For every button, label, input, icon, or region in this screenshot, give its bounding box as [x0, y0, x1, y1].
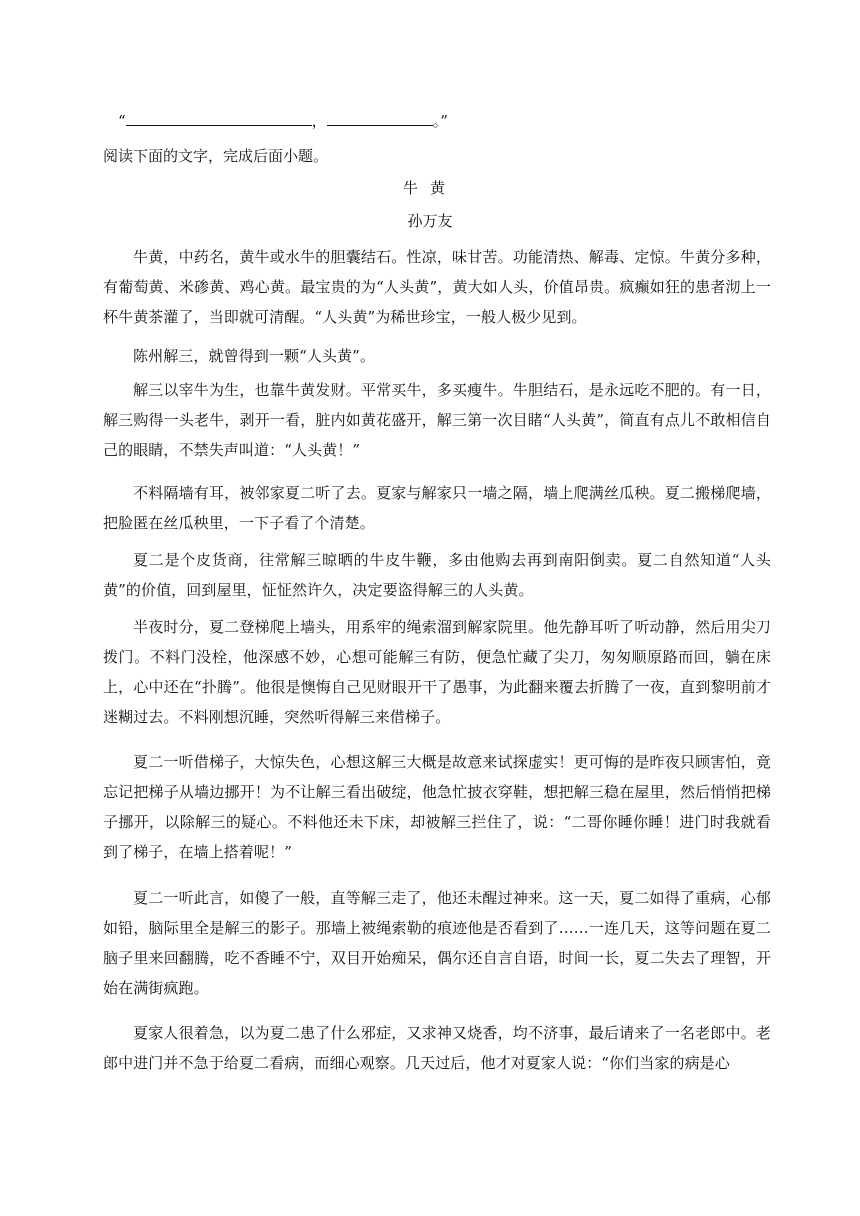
- paragraph-6: 半夜时分，夏二登梯爬上墙头，用系牢的绳索溜到解家院里。他先静耳听了听动静，然后用尖刀拨门。不料门没栓，他深感不妙，心想可能解三有防，便急忙藏了尖刀，匆匆顺原路而回，躺在床上，心中还在“扑腾”。他很是懊悔自己见财眼开干了愚事，为此翻来覆去折腾了一夜，直到黎明前才迷糊过去。不料刚想沉睡，突然听得解三来借梯子。: [103, 618, 771, 726]
- answer-blank-1: [126, 111, 312, 126]
- blank-separator: ，: [311, 112, 327, 130]
- paragraph-4: 不料隔墙有耳，被邻家夏二听了去。夏家与解家只一墙之隔，墙上爬满丝瓜秧。夏二搬梯爬墙，把脸匿在丝瓜秧里，一下子看了个清楚。: [103, 484, 771, 532]
- paragraph-7: 夏二一听借梯子，大惊失色，心想这解三大概是故意来试探虚实！更可悔的是昨夜只顾害怕，竟忘记把梯子从墙边挪开！为不让解三看出破绽，他急忙披衣穿鞋，想把解三稳在屋里，然后悄悄把梯子挪开，以除解三的疑心。不料他还未下床，却被解三拦住了，说：“二哥你睡你睡！进门时我就看到了梯子，在墙上搭着呢！”: [103, 753, 771, 861]
- paragraph-2: 陈州解三，就曾得到一颗“人头黄”。: [133, 347, 376, 365]
- close-quote: 。”: [432, 112, 448, 130]
- paragraph-5: 夏二是个皮货商，往常解三晾晒的牛皮牛鞭，多由他购去再到南阳倒卖。夏二自然知道“人头黄”的价值，回到屋里，怔怔然许久，决定要盗得解三的人头黄。: [103, 551, 771, 599]
- answer-blank-2: [327, 111, 433, 126]
- paragraph-8: 夏二一听此言，如傻了一般，直等解三走了，他还未醒过神来。这一天，夏二如得了重病，心郁如铅，脑际里全是解三的影子。那墙上被绳索勒的痕迹他是否看到了……一连几天，这等问题在夏二脑子里来回翻腾，吃不香睡不宁，双目开始痴呆，偶尔还自言自语，时间一长，夏二失去了理智，开始在满街疯跑。: [103, 889, 771, 997]
- reading-instruction: 阅读下面的文字，完成后面小题。: [103, 147, 329, 165]
- article-title: 牛黄: [402, 179, 457, 197]
- paragraph-1: 牛黄，中药名，黄牛或水牛的胆囊结石。性凉，味甘苦。功能清热、解毒、定惊。牛黄分多种，有葡萄黄、米碜黄、鸡心黄。最宝贵的为“人头黄”，黄大如人头，价值昂贵。疯癫如狂的患者沏上一杯牛黄茶灌了，当即就可清醒。“人头黄”为稀世珍宝，一般人极少见到。: [103, 248, 771, 326]
- article-author: 孙万友: [407, 212, 453, 230]
- fill-in-blank-line: [118, 111, 448, 131]
- open-quote: “: [118, 112, 126, 130]
- paragraph-9: 夏家人很着急，以为夏二患了什么邪症，又求神又烧香，均不济事，最后请来了一名老郎中。老郎中进门并不急于给夏二看病，而细心观察。几天过后，他才对夏家人说：“你们当家的病是心: [103, 1024, 771, 1072]
- paragraph-3: 解三以宰牛为生，也靠牛黄发财。平常买牛，多买瘦牛。牛胆结石，是永远吃不肥的。有一日，解三购得一头老牛，剥开一看，脏内如黄花盛开，解三第一次目睹“人头黄”，简直有点儿不敢相信自己的眼睛，不禁失声叫道：“人头黄！”: [103, 381, 771, 459]
